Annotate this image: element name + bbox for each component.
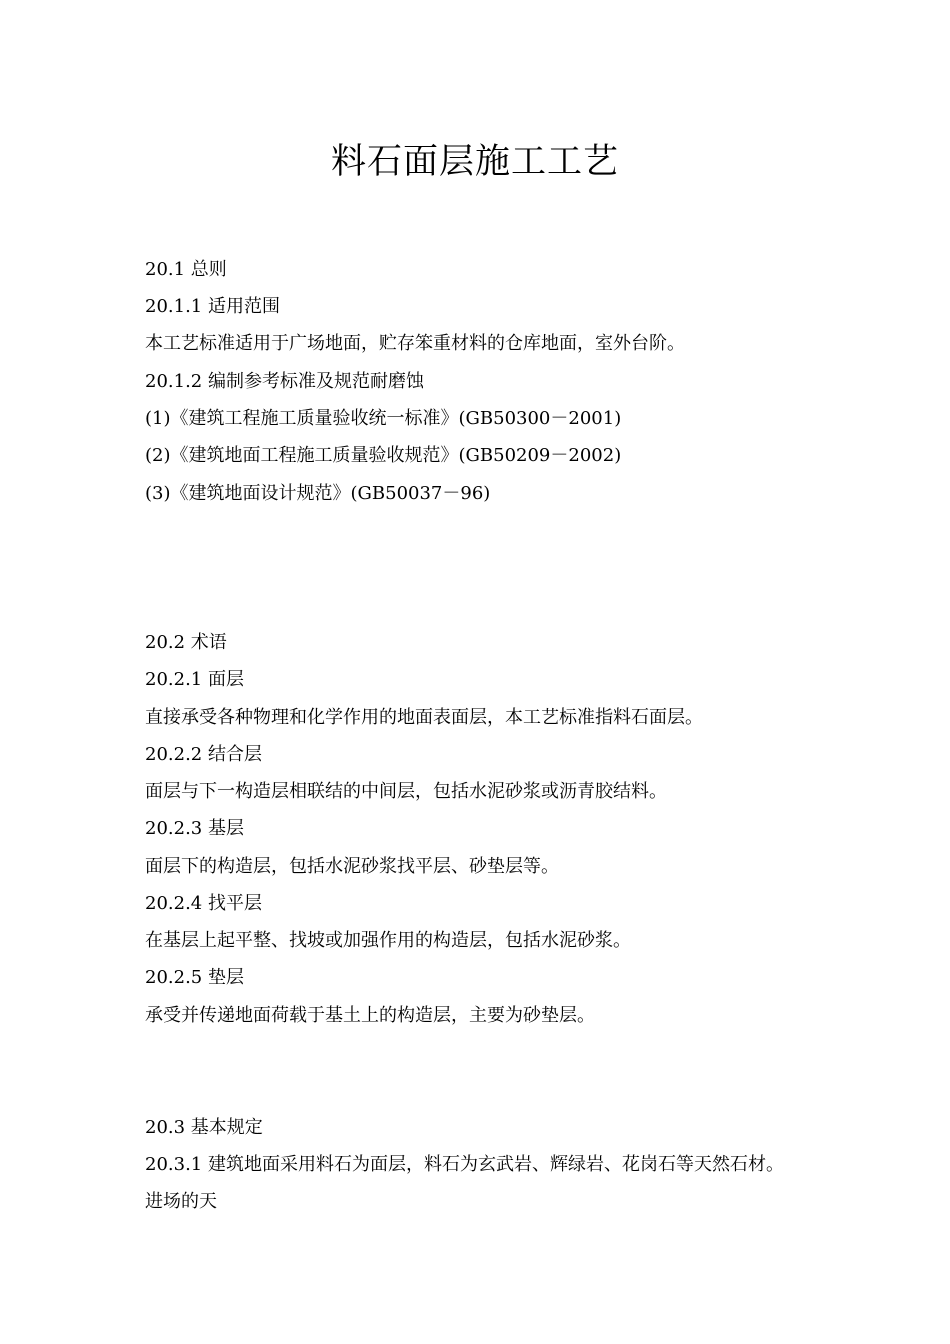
term-definition: 承受并传递地面荷载于基土上的构造层，主要为砂垫层。 xyxy=(145,1005,595,1026)
term-definition: 在基层上起平整、找坡或加强作用的构造层，包括水泥砂浆。 xyxy=(145,930,631,951)
term-heading: 20.2.2 结合层 xyxy=(145,744,262,765)
subsection-heading-20-1-1: 20.1.1 适用范围 xyxy=(145,296,280,317)
term-heading: 20.2.5 垫层 xyxy=(145,967,244,988)
reference-item: (1)《建筑工程施工质量验收统一标准》(GB50300－2001) xyxy=(145,408,622,429)
term-definition: 直接承受各种物理和化学作用的地面表面层，本工艺标准指料石面层。 xyxy=(145,707,703,728)
section-heading-20-2: 20.2 术语 xyxy=(145,632,227,653)
section-heading-20-3: 20.3 基本规定 xyxy=(145,1117,263,1138)
section-heading-20-1: 20.1 总则 xyxy=(145,259,227,280)
subsection-heading-20-1-2: 20.1.2 编制参考标准及规范耐磨蚀 xyxy=(145,371,424,392)
reference-item: (3)《建筑地面设计规范》(GB50037－96) xyxy=(145,483,491,504)
term-heading: 20.2.3 基层 xyxy=(145,818,244,839)
paragraph-20-3-1-line-1: 20.3.1 建筑地面采用料石为面层，料石为玄武岩、辉绿岩、花岗石等天然石材。 xyxy=(145,1154,784,1175)
term-definition: 面层下的构造层，包括水泥砂浆找平层、砂垫层等。 xyxy=(145,856,559,877)
reference-item: (2)《建筑地面工程施工质量验收规范》(GB50209－2002) xyxy=(145,445,622,466)
paragraph-scope: 本工艺标准适用于广场地面，贮存笨重材料的仓库地面，室外台阶。 xyxy=(145,333,685,354)
page-title: 料石面层施工工艺 xyxy=(330,142,619,182)
term-definition: 面层与下一构造层相联结的中间层，包括水泥砂浆或沥青胶结料。 xyxy=(145,781,667,802)
term-heading: 20.2.1 面层 xyxy=(145,669,244,690)
term-heading: 20.2.4 找平层 xyxy=(145,893,262,914)
paragraph-20-3-1-line-2: 进场的天 xyxy=(145,1191,217,1212)
